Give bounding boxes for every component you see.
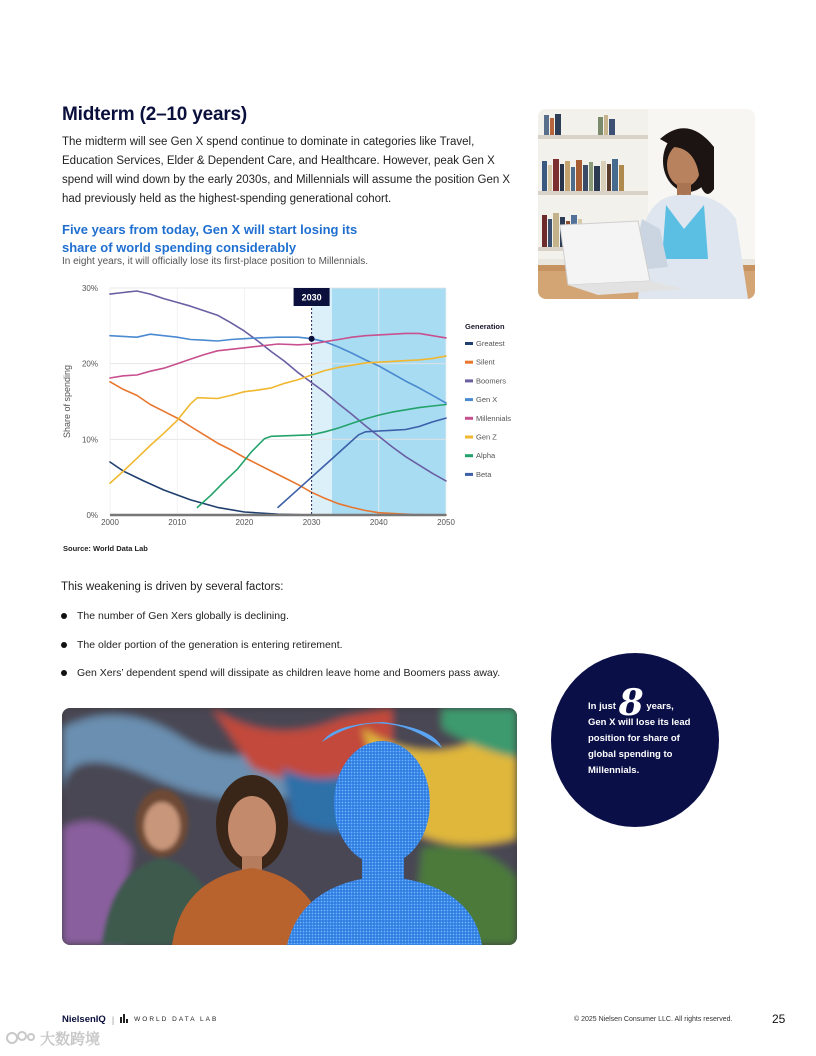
footer-copyright: © 2025 Nielsen Consumer LLC. All rights reserved. (574, 1016, 733, 1023)
callout-text (588, 682, 708, 779)
legend-swatch (465, 454, 473, 457)
x-tick-label: 2040 (369, 518, 388, 527)
legend-label: Boomers (476, 376, 507, 386)
y-axis-label: Share of spending (62, 364, 72, 439)
photo-generations-group (62, 708, 517, 945)
legend-label: Millennials (476, 413, 512, 423)
factor-text: The number of Gen Xers globally is declining. (77, 610, 289, 622)
watermark-logo-icon (6, 1029, 36, 1049)
callout-rest: Gen X will lose its lead position for share of global spending to Millennials. (588, 717, 691, 776)
legend-label: Gen Z (476, 432, 497, 442)
legend-title: Generation (465, 322, 505, 331)
intro-paragraph: The midterm will see Gen X spend continue to dominate in categories like Travel, Education Services, Elder & Dependent Care, and Healthcare. However, peak Gen X spend will wind down by the early 2030s, and Millennials will assume the position Gen X had previously held as the highest-spending generational cohort. (62, 136, 511, 205)
legend-swatch (465, 473, 473, 476)
bullet-dot-icon (61, 613, 67, 619)
bullet-dot-icon (61, 670, 67, 676)
legend-label: Greatest (476, 339, 505, 348)
legend-swatch (465, 361, 473, 364)
factor-text: Gen Xers’ dependent spend will dissipate as children leave home and Boomers pass away. (77, 667, 501, 679)
y-tick-label: 20% (81, 359, 98, 369)
legend-label: Alpha (476, 451, 496, 461)
chart-source: Source: World Data Lab (63, 544, 148, 553)
photo-woman-laptop (538, 109, 755, 299)
footer-separator: | (111, 1014, 115, 1025)
crossover-point (309, 336, 315, 342)
chart-svg (58, 278, 528, 538)
x-tick-label: 2050 (437, 518, 455, 527)
factor-item (61, 639, 343, 651)
legend-swatch (465, 379, 473, 382)
footer-brands (62, 1014, 218, 1025)
legend-label: Beta (476, 469, 492, 479)
chart-title: Five years from today, Gen X will start losing its share of world spending considerably (62, 222, 358, 255)
callout-number: 8 (618, 682, 644, 724)
factor-item (61, 667, 500, 679)
x-tick-label: 2030 (302, 518, 321, 527)
factor-text: The older portion of the generation is entering retirement. (77, 639, 343, 651)
factors-intro: This weakening is driven by several factors: (61, 581, 284, 593)
factor-item (61, 610, 289, 622)
callout-suffix: years, (646, 701, 674, 712)
marker-label: 2030 (301, 292, 322, 303)
callout-circle (551, 653, 719, 827)
world-data-lab-logo-icon (120, 1014, 128, 1025)
bullet-dot-icon (61, 642, 67, 648)
legend-label: Silent (476, 357, 495, 367)
y-tick-label: 30% (81, 284, 98, 293)
legend-label: Gen X (476, 395, 498, 405)
x-tick-label: 2010 (168, 518, 187, 527)
world-data-lab-wordmark: WORLD DATA LAB (134, 1016, 219, 1023)
spending-share-chart (58, 278, 528, 538)
legend-swatch (465, 417, 473, 420)
y-tick-label: 10% (81, 435, 98, 445)
watermark-text: 大数跨境 (40, 1031, 101, 1048)
section-title: Midterm (2–10 years) (62, 104, 248, 125)
y-tick-label: 0% (86, 511, 98, 520)
forecast-highlight-band (332, 288, 446, 515)
nielseniq-logo: NielsenIQ (62, 1014, 106, 1025)
watermark (6, 1028, 100, 1049)
chart-subtitle: In eight years, it will officially lose its first-place position to Millennials. (62, 256, 369, 267)
page-number: 25 (772, 1012, 786, 1026)
legend-swatch (465, 436, 473, 439)
callout-prefix: In just (588, 701, 616, 712)
x-tick-label: 2020 (235, 518, 254, 527)
marker-highlight-band (312, 288, 332, 515)
legend-swatch (465, 342, 473, 345)
legend-swatch (465, 398, 473, 401)
x-tick-label: 2000 (101, 518, 119, 527)
